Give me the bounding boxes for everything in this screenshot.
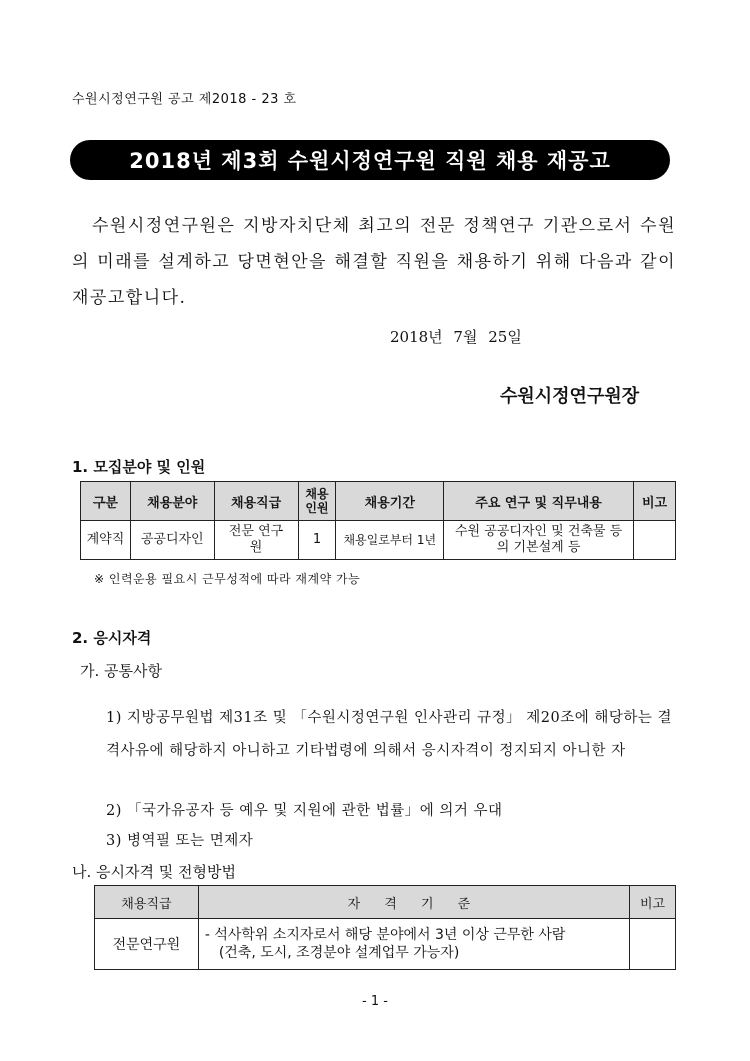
header-cell: 구분 xyxy=(81,482,131,521)
table-header-row xyxy=(81,482,676,521)
cell-qualification xyxy=(198,919,629,970)
page-number: - 1 - xyxy=(362,994,388,1009)
header-cell: 자 격 기 준 xyxy=(198,886,629,919)
qualification-item-1-text: 1) 지방공무원법 제31조 및 「수원시정연구원 인사관리 규정」 제20조에 해당하는 결격사유에 해당하지 아니하고 기타법령에 의해서 응시자격이 정지되지 아니한 자 xyxy=(106,710,672,759)
qualification-item-3: 3) 병역필 또는 면제자 xyxy=(106,833,254,849)
header-cell: 채용분야 xyxy=(130,482,214,521)
intro-paragraph: 수원시정연구원은 지방자치단체 최고의 전문 정책연구 기관으로서 수원의 미래를 설계하고 당면현안을 해결할 직원을 채용하기 위해 다음과 같이 재공고합니다. xyxy=(72,216,676,308)
cell-rank-text: 전문 연구원 xyxy=(228,524,284,555)
notice-number: 수원시정연구원 공고 제2018 - 23 호 xyxy=(72,92,297,107)
page-title xyxy=(70,140,670,180)
table-header-row xyxy=(95,886,676,919)
section2-heading: 2. 응시자격 xyxy=(72,629,152,647)
cell-duty-text: 수원 공공디자인 및 건축물 등의 기본설계 등 xyxy=(454,524,623,555)
subsection-selection: 나. 응시자격 및 전형방법 xyxy=(72,863,236,881)
page-title-text: 2018년 제3회 수원시정연구원 직원 채용 재공고 xyxy=(129,149,611,173)
cell-rank: 전문연구원 xyxy=(95,919,199,970)
cell-duty xyxy=(444,521,634,560)
qualification-line: - 석사학위 소지자로서 해당 분야에서 3년 이상 근무한 사람 xyxy=(204,927,566,943)
table-row xyxy=(81,521,676,560)
notice-date: 2018년 7월 25일 xyxy=(390,328,522,346)
cell-note xyxy=(634,521,676,560)
header-cell: 채용직급 xyxy=(95,886,199,919)
qualification-line: (건축, 도시, 조경분야 설계업무 가능자) xyxy=(218,945,460,961)
cell-field: 공공디자인 xyxy=(130,521,214,560)
cell-type: 계약직 xyxy=(81,521,131,560)
qualification-item-2: 2) 「국가유공자 등 예우 및 지원에 관한 법률」에 의거 우대 xyxy=(106,803,503,819)
recruitment-table xyxy=(80,481,676,560)
header-cell-text: 채용인원 xyxy=(305,487,329,515)
header-cell: 비고 xyxy=(634,482,676,521)
cell-period: 채용일로부터 1년 xyxy=(336,521,444,560)
cell-note xyxy=(630,919,676,970)
header-cell xyxy=(298,482,336,521)
cell-rank xyxy=(214,521,298,560)
header-cell: 주요 연구 및 직무내용 xyxy=(444,482,634,521)
header-cell: 비고 xyxy=(630,886,676,919)
signer: 수원시정연구원장 xyxy=(500,386,640,407)
header-cell: 채용기간 xyxy=(336,482,444,521)
cell-count: 1 xyxy=(298,521,336,560)
header-cell: 채용직급 xyxy=(214,482,298,521)
qualification-table xyxy=(94,885,676,970)
qualification-item-1 xyxy=(106,702,676,768)
recruitment-footnote: ※ 인력운용 필요시 근무성적에 따라 재계약 가능 xyxy=(94,572,361,586)
section1-heading: 1. 모집분야 및 인원 xyxy=(72,458,206,476)
table-row xyxy=(95,919,676,970)
subsection-common: 가. 공통사항 xyxy=(80,662,162,680)
